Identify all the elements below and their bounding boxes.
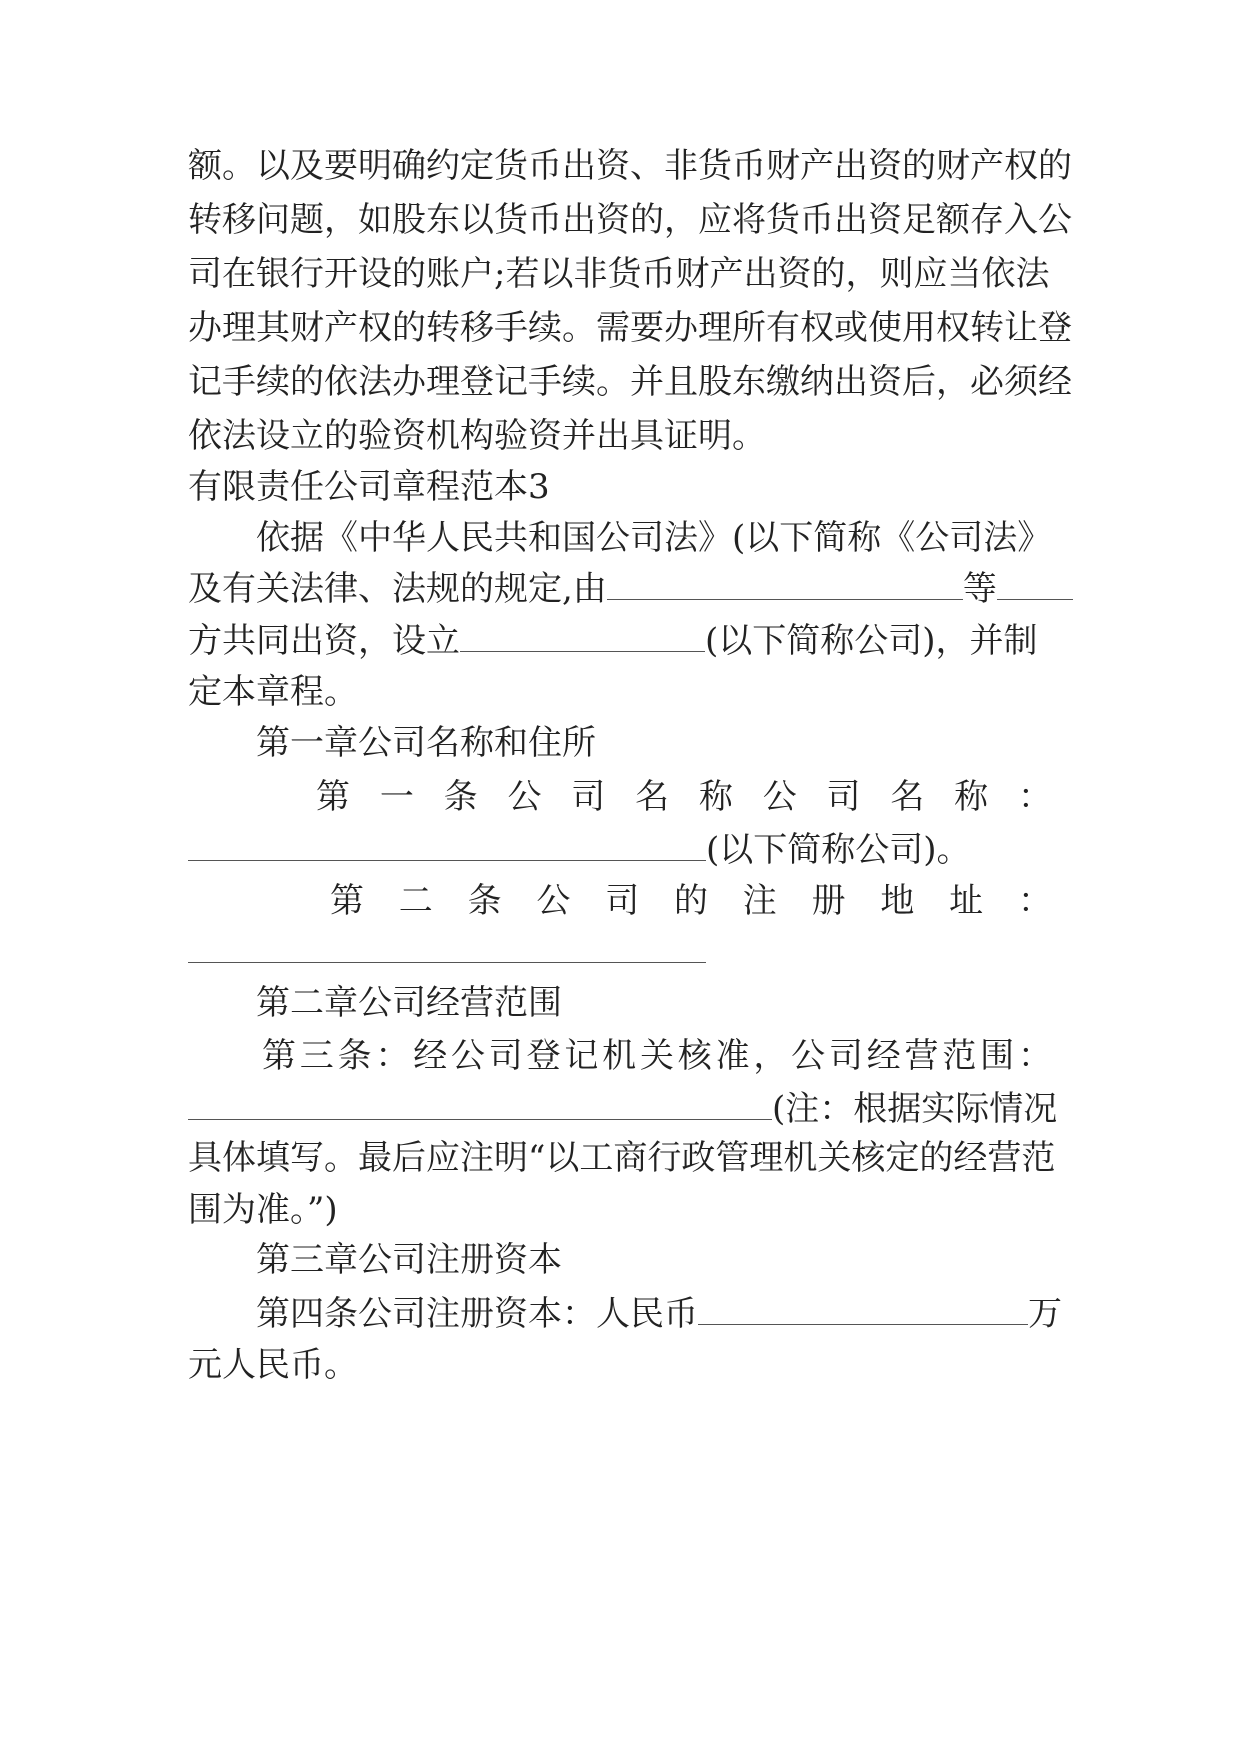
article-4-text: 第四条公司注册资本：人民币 [256,1294,698,1334]
chapter-title: 第三章公司注册资本 [256,1240,562,1280]
heading-char: 围 [980,1036,1015,1076]
heading-char: 司 [571,777,606,817]
note-line: 具体填写。最后应注明“以工商行政管理机关核定的经营范 [188,1138,1056,1178]
chapter-title: 第二章公司经营范围 [256,983,562,1023]
heading-char: 公 [791,1036,826,1076]
heading-char: 经 [413,1036,448,1076]
article-3-note: (注：根据实际情况 [772,1089,1058,1129]
heading-char: 的 [673,881,708,921]
article-3-blank-line [188,1089,1058,1129]
heading-char: 第 [262,1036,296,1076]
heading-char: 名 [635,777,670,817]
heading-char: 公 [450,1036,485,1076]
paragraph-line: 依法设立的验资机构验资并出具证明。 [188,416,766,456]
heading-char: 条 [443,777,478,817]
article-2-heading [330,881,1052,921]
heading-char: 注 [742,881,777,921]
paragraph-line: 司在银行开设的账户;若以非货币财产出资的，则应当依法 [188,254,1050,294]
paragraph-line: 转移问题，如股东以货币出资的，应将货币出资足额存入公 [188,200,1072,240]
intro-line [188,621,1052,661]
heading-char: 司 [605,881,640,921]
paragraph-line: 额。以及要明确约定货币出资、非货币财产出资的财产权的 [188,146,1072,186]
article-4-line: 元人民币。 [188,1345,358,1385]
heading-char: 公 [762,777,797,817]
heading-char: 三 [299,1036,334,1076]
heading-char: 经 [866,1036,901,1076]
fill-blank [698,1294,1028,1325]
intro-text: 方共同出资，设立 [188,621,460,661]
paragraph-line: 办理其财产权的转移手续。需要办理所有权或使用权转让登 [188,308,1072,348]
article-1-blank-line [188,830,1052,870]
heading-char: 核 [677,1036,712,1076]
heading-char: 第 [330,881,364,921]
heading-char: 条 [467,881,502,921]
heading-char: 名 [890,777,925,817]
heading-char: 营 [904,1036,939,1076]
article-2-blank [188,962,706,963]
intro-text: (以下简称公司)，并制 [705,621,1038,661]
article-1-tail: (以下简称公司)。 [706,830,971,870]
article-4-text: 万 [1028,1294,1062,1334]
heading-char: 司 [826,777,861,817]
heading-char: 册 [811,881,846,921]
heading-char: 第 [316,777,350,817]
fill-blank [188,830,706,861]
intro-line: 依据《中华人民共和国公司法》(以下简称《公司法》 [256,518,1052,558]
fill-blank [188,1089,772,1120]
heading-char: ： [375,1036,410,1076]
heading-char: 准 [715,1036,750,1076]
article-4-line [256,1294,1062,1334]
heading-char: ： [1017,1036,1052,1076]
heading-char: 称 [698,777,733,817]
heading-char: 一 [379,777,414,817]
heading-char: 条 [337,1036,372,1076]
intro-line [188,569,1052,609]
heading-char: 司 [828,1036,863,1076]
chapter-title: 第一章公司名称和住所 [256,723,596,763]
heading-char: ， [753,1036,788,1076]
heading-char: 机 [602,1036,637,1076]
heading-char: 称 [954,777,989,817]
heading-char: ： [1017,881,1052,921]
intro-line: 定本章程。 [188,672,358,712]
heading-char: 司 [488,1036,523,1076]
fill-blank [997,569,1073,600]
article-1-heading [316,777,1052,817]
heading-char: 公 [507,777,542,817]
heading-char: 关 [639,1036,674,1076]
intro-text: 及有关法律、法规的规定,由 [188,569,607,609]
paragraph-line: 记手续的依法办理登记手续。并且股东缴纳出资后，必须经 [188,362,1072,402]
heading-char: 二 [398,881,433,921]
note-line: 围为准。”) [188,1190,338,1230]
fill-blank [607,569,963,600]
section-title: 有限责任公司章程范本3 [188,467,550,507]
intro-text: 等 [962,569,997,609]
heading-char: 址 [949,881,984,921]
article-3-heading [262,1036,1052,1076]
heading-char: 范 [942,1036,977,1076]
fill-blank [460,621,705,652]
heading-char: 记 [564,1036,599,1076]
heading-char: 地 [880,881,915,921]
heading-char: 公 [536,881,571,921]
heading-char: 登 [526,1036,561,1076]
heading-char: ： [1017,777,1052,817]
